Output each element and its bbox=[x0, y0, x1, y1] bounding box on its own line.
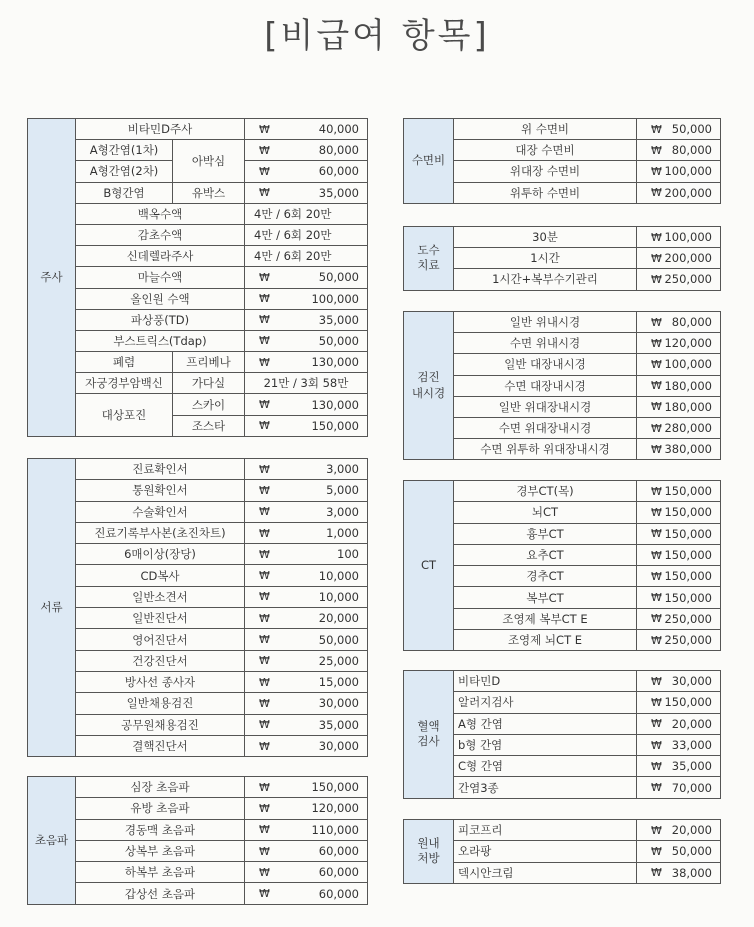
price-note: 4만 / 6회 20만 bbox=[245, 246, 368, 267]
won-symbol: ₩ bbox=[259, 611, 270, 625]
vaccine-brand: 유박스 bbox=[173, 183, 245, 204]
won-symbol: ₩ bbox=[259, 675, 270, 689]
won-symbol: ₩ bbox=[651, 505, 662, 519]
won-symbol: ₩ bbox=[259, 483, 270, 497]
item-name: 경동맥 초음파 bbox=[76, 820, 245, 841]
price-value: 250,000 bbox=[664, 611, 712, 626]
item-name: 자궁경부암백신 bbox=[76, 373, 173, 394]
item-name: 갑상선 초음파 bbox=[76, 883, 245, 904]
price-value: 50,000 bbox=[671, 122, 712, 137]
item-name: 경부CT(목) bbox=[454, 481, 637, 502]
won-symbol: ₩ bbox=[651, 695, 662, 709]
price-value: 30,000 bbox=[318, 739, 359, 753]
item-name: 6매이상(장당) bbox=[76, 544, 245, 565]
price-cell bbox=[637, 777, 721, 798]
price-note: 4만 / 6회 20만 bbox=[245, 204, 368, 225]
item-name: 조영제 복부CT E bbox=[454, 609, 637, 630]
price-value: 30,000 bbox=[318, 696, 359, 711]
won-symbol: ₩ bbox=[259, 419, 270, 433]
price-value: 10,000 bbox=[318, 568, 359, 583]
price-cell bbox=[245, 502, 368, 523]
item-name: 결핵진단서 bbox=[76, 736, 245, 757]
price-cell bbox=[245, 841, 368, 862]
item-name: 대장 수면비 bbox=[454, 140, 637, 161]
won-symbol: ₩ bbox=[259, 186, 270, 200]
price-cell bbox=[637, 566, 721, 587]
item-name: 수면 대장내시경 bbox=[454, 376, 637, 397]
price-cell bbox=[245, 629, 368, 650]
won-symbol: ₩ bbox=[259, 780, 270, 794]
price-cell bbox=[245, 480, 368, 501]
price-value: 50,000 bbox=[318, 333, 359, 348]
category-cell bbox=[28, 777, 76, 905]
item-name: 부스트릭스(Tdap) bbox=[76, 331, 245, 352]
won-symbol: ₩ bbox=[651, 738, 662, 752]
won-symbol: ₩ bbox=[259, 823, 270, 837]
price-cell bbox=[637, 735, 721, 756]
price-cell bbox=[245, 289, 368, 310]
price-cell bbox=[637, 714, 721, 735]
price-cell bbox=[245, 862, 368, 883]
won-symbol: ₩ bbox=[651, 781, 662, 795]
won-symbol: ₩ bbox=[651, 251, 662, 265]
item-name: 건강진단서 bbox=[76, 651, 245, 672]
price-value: 20,000 bbox=[671, 716, 712, 731]
price-cell bbox=[245, 883, 368, 904]
price-cell bbox=[637, 418, 721, 439]
category-label: 처방 bbox=[417, 851, 440, 866]
item-name: 1시간+복부수기관리 bbox=[454, 269, 637, 290]
price-value: 20,000 bbox=[671, 823, 712, 838]
item-name: B형간염 bbox=[76, 183, 173, 204]
won-symbol: ₩ bbox=[259, 865, 270, 879]
item-name: 영어진단서 bbox=[76, 629, 245, 650]
price-value: 25,000 bbox=[318, 653, 359, 668]
price-value: 180,000 bbox=[664, 378, 712, 393]
table-documents bbox=[27, 458, 368, 757]
price-value: 110,000 bbox=[311, 822, 359, 837]
price-cell bbox=[245, 267, 368, 288]
item-name: 조영제 뇌CT E bbox=[454, 630, 637, 651]
price-value: 280,000 bbox=[664, 421, 712, 436]
won-symbol: ₩ bbox=[259, 801, 270, 815]
price-cell bbox=[637, 502, 721, 523]
price-cell bbox=[245, 608, 368, 629]
price-note: 4만 / 6회 20만 bbox=[245, 225, 368, 246]
won-symbol: ₩ bbox=[651, 336, 662, 350]
price-cell bbox=[637, 439, 721, 460]
category-label: 치료 bbox=[417, 258, 440, 273]
won-symbol: ₩ bbox=[259, 164, 270, 178]
item-name: 요추CT bbox=[454, 545, 637, 566]
price-value: 250,000 bbox=[664, 272, 712, 287]
vaccine-brand: 조스타 bbox=[173, 416, 245, 437]
page-title: [비급여 항목] bbox=[264, 16, 490, 56]
price-value: 180,000 bbox=[664, 399, 712, 414]
price-value: 80,000 bbox=[671, 315, 712, 330]
price-value: 50,000 bbox=[318, 632, 359, 647]
price-cell bbox=[245, 544, 368, 565]
item-name: A형간염(2차) bbox=[76, 161, 173, 182]
item-name: 심장 초음파 bbox=[76, 777, 245, 798]
won-symbol: ₩ bbox=[651, 823, 662, 837]
price-value: 150,000 bbox=[664, 569, 712, 584]
price-cell bbox=[637, 609, 721, 630]
item-name: 폐렴 bbox=[76, 352, 173, 373]
item-name: 뇌CT bbox=[454, 502, 637, 523]
price-value: 100,000 bbox=[311, 291, 359, 306]
price-cell bbox=[637, 671, 721, 692]
price-cell bbox=[245, 310, 368, 331]
won-symbol: ₩ bbox=[651, 527, 662, 541]
price-cell bbox=[637, 269, 721, 290]
item-name: 복부CT bbox=[454, 587, 637, 608]
price-cell bbox=[637, 354, 721, 375]
item-name: 방사선 종사자 bbox=[76, 672, 245, 693]
category-cell bbox=[404, 119, 454, 204]
won-symbol: ₩ bbox=[651, 591, 662, 605]
price-cell bbox=[637, 692, 721, 713]
won-symbol: ₩ bbox=[651, 315, 662, 329]
item-name: 간염3종 bbox=[454, 777, 637, 798]
item-name: A형간염(1차) bbox=[76, 140, 173, 161]
price-cell bbox=[245, 820, 368, 841]
price-value: 120,000 bbox=[311, 801, 359, 816]
price-cell bbox=[245, 565, 368, 586]
won-symbol: ₩ bbox=[651, 400, 662, 414]
price-value: 60,000 bbox=[318, 844, 359, 859]
price-cell bbox=[637, 630, 721, 651]
category-label: 원내 bbox=[417, 835, 440, 850]
price-value: 60,000 bbox=[318, 164, 359, 179]
item-name: b형 간염 bbox=[454, 735, 637, 756]
price-cell bbox=[245, 416, 368, 437]
item-name: 오라팡 bbox=[454, 841, 637, 862]
item-name: 피코프리 bbox=[454, 820, 637, 841]
price-cell bbox=[637, 481, 721, 502]
won-symbol: ₩ bbox=[259, 569, 270, 583]
item-name: 흉부CT bbox=[454, 524, 637, 545]
price-cell bbox=[637, 312, 721, 333]
won-symbol: ₩ bbox=[651, 866, 662, 880]
price-value: 35,000 bbox=[671, 759, 712, 774]
price-value: 120,000 bbox=[664, 336, 712, 351]
price-value: 60,000 bbox=[318, 886, 359, 901]
vaccine-brand: 아박심 bbox=[173, 140, 245, 182]
price-value: 80,000 bbox=[671, 143, 712, 158]
table-sedation bbox=[403, 118, 721, 204]
won-symbol: ₩ bbox=[651, 230, 662, 244]
won-symbol: ₩ bbox=[651, 357, 662, 371]
item-name: 덱시안크림 bbox=[454, 863, 637, 884]
price-cell bbox=[245, 140, 368, 161]
price-cell bbox=[637, 545, 721, 566]
price-cell bbox=[637, 140, 721, 161]
price-value: 50,000 bbox=[318, 270, 359, 285]
item-name: CD복사 bbox=[76, 565, 245, 586]
price-value: 150,000 bbox=[664, 484, 712, 499]
price-cell bbox=[637, 863, 721, 884]
price-value: 150,000 bbox=[664, 505, 712, 520]
won-symbol: ₩ bbox=[651, 717, 662, 731]
price-value: 150,000 bbox=[664, 526, 712, 541]
price-value: 150,000 bbox=[664, 590, 712, 605]
price-cell bbox=[637, 183, 721, 204]
won-symbol: ₩ bbox=[259, 292, 270, 306]
won-symbol: ₩ bbox=[259, 590, 270, 604]
item-name: 30분 bbox=[454, 227, 637, 248]
price-value: 3,000 bbox=[326, 504, 359, 519]
item-name: 수면 위내시경 bbox=[454, 333, 637, 354]
item-name: 수술확인서 bbox=[76, 502, 245, 523]
won-symbol: ₩ bbox=[259, 313, 270, 327]
category-label: 서류 bbox=[40, 599, 63, 614]
won-symbol: ₩ bbox=[259, 270, 270, 284]
price-cell bbox=[245, 651, 368, 672]
category-label: 검사 bbox=[417, 734, 440, 749]
category-label: 내시경 bbox=[411, 385, 446, 400]
item-name: 경추CT bbox=[454, 566, 637, 587]
price-cell bbox=[245, 394, 368, 415]
price-cell bbox=[245, 736, 368, 757]
price-value: 20,000 bbox=[318, 611, 359, 626]
item-name: 진료기록부사본(초진차트) bbox=[76, 523, 245, 544]
vaccine-brand: 가다실 bbox=[173, 373, 245, 394]
price-cell bbox=[637, 820, 721, 841]
item-name: 알러지검사 bbox=[454, 692, 637, 713]
item-name: 수면 위대장내시경 bbox=[454, 418, 637, 439]
price-value: 70,000 bbox=[671, 780, 712, 795]
price-value: 35,000 bbox=[318, 717, 359, 732]
price-cell bbox=[245, 331, 368, 352]
price-cell bbox=[637, 756, 721, 777]
price-value: 15,000 bbox=[318, 675, 359, 690]
price-value: 130,000 bbox=[311, 355, 359, 370]
item-name: 상복부 초음파 bbox=[76, 841, 245, 862]
won-symbol: ₩ bbox=[651, 143, 662, 157]
won-symbol: ₩ bbox=[651, 164, 662, 178]
price-value: 33,000 bbox=[671, 738, 712, 753]
price-value: 35,000 bbox=[318, 312, 359, 327]
price-value: 30,000 bbox=[671, 674, 712, 689]
table-in-house-rx bbox=[403, 819, 721, 884]
price-value: 35,000 bbox=[318, 185, 359, 200]
category-cell bbox=[404, 820, 454, 884]
price-note: 21만 / 3회 58만 bbox=[245, 373, 368, 394]
price-value: 150,000 bbox=[311, 780, 359, 795]
price-value: 38,000 bbox=[671, 865, 712, 880]
price-cell bbox=[637, 397, 721, 418]
item-name: 감초수액 bbox=[76, 225, 245, 246]
item-name: 일반진단서 bbox=[76, 608, 245, 629]
price-cell bbox=[637, 333, 721, 354]
category-cell bbox=[404, 312, 454, 460]
item-name: 비타민D주사 bbox=[76, 119, 245, 140]
item-name: 일반채용검진 bbox=[76, 693, 245, 714]
price-cell bbox=[637, 248, 721, 269]
table-ct bbox=[403, 480, 721, 651]
price-cell bbox=[245, 161, 368, 182]
won-symbol: ₩ bbox=[651, 844, 662, 858]
category-cell bbox=[404, 227, 454, 291]
won-symbol: ₩ bbox=[651, 548, 662, 562]
won-symbol: ₩ bbox=[651, 759, 662, 773]
won-symbol: ₩ bbox=[259, 696, 270, 710]
price-cell bbox=[245, 523, 368, 544]
price-cell bbox=[245, 672, 368, 693]
item-name: 위대장 수면비 bbox=[454, 161, 637, 182]
won-symbol: ₩ bbox=[651, 633, 662, 647]
item-name: 대상포진 bbox=[76, 394, 173, 436]
price-cell bbox=[245, 693, 368, 714]
item-name: 마늘수액 bbox=[76, 267, 245, 288]
category-cell bbox=[404, 671, 454, 799]
price-value: 150,000 bbox=[311, 418, 359, 433]
won-symbol: ₩ bbox=[259, 887, 270, 901]
won-symbol: ₩ bbox=[259, 505, 270, 519]
won-symbol: ₩ bbox=[259, 143, 270, 157]
item-name: 일반 위내시경 bbox=[454, 312, 637, 333]
price-value: 60,000 bbox=[318, 865, 359, 880]
price-cell bbox=[245, 352, 368, 373]
item-name: 유방 초음파 bbox=[76, 798, 245, 819]
item-name: 일반소견서 bbox=[76, 587, 245, 608]
table-endoscopy bbox=[403, 311, 721, 460]
price-cell bbox=[637, 841, 721, 862]
won-symbol: ₩ bbox=[651, 674, 662, 688]
price-value: 100,000 bbox=[664, 164, 712, 179]
won-symbol: ₩ bbox=[651, 122, 662, 136]
price-value: 200,000 bbox=[664, 251, 712, 266]
price-value: 10,000 bbox=[318, 589, 359, 604]
price-value: 100 bbox=[337, 547, 359, 562]
table-manual-therapy bbox=[403, 226, 721, 291]
price-cell bbox=[245, 798, 368, 819]
price-value: 130,000 bbox=[311, 397, 359, 412]
price-cell bbox=[245, 587, 368, 608]
item-name: 백옥수액 bbox=[76, 204, 245, 225]
item-name: 신데렐라주사 bbox=[76, 246, 245, 267]
category-label: 초음파 bbox=[34, 832, 69, 847]
price-cell bbox=[245, 777, 368, 798]
price-value: 40,000 bbox=[318, 122, 359, 137]
won-symbol: ₩ bbox=[259, 526, 270, 540]
price-value: 1,000 bbox=[326, 526, 359, 541]
won-symbol: ₩ bbox=[651, 569, 662, 583]
won-symbol: ₩ bbox=[651, 484, 662, 498]
category-label: 도수 bbox=[417, 242, 440, 257]
item-name: 위 수면비 bbox=[454, 119, 637, 140]
price-value: 150,000 bbox=[664, 695, 712, 710]
category-label: 혈액 bbox=[417, 718, 440, 733]
won-symbol: ₩ bbox=[259, 718, 270, 732]
price-value: 200,000 bbox=[664, 185, 712, 200]
price-cell bbox=[245, 183, 368, 204]
item-name: 파상풍(TD) bbox=[76, 310, 245, 331]
won-symbol: ₩ bbox=[259, 547, 270, 561]
item-name: A형 간염 bbox=[454, 714, 637, 735]
item-name: 공무원채용검진 bbox=[76, 715, 245, 736]
won-symbol: ₩ bbox=[651, 421, 662, 435]
vaccine-brand: 스카이 bbox=[173, 394, 245, 415]
won-symbol: ₩ bbox=[259, 334, 270, 348]
item-name: 비타민D bbox=[454, 671, 637, 692]
won-symbol: ₩ bbox=[651, 442, 662, 456]
won-symbol: ₩ bbox=[259, 122, 270, 136]
price-cell bbox=[637, 524, 721, 545]
won-symbol: ₩ bbox=[259, 654, 270, 668]
price-cell bbox=[245, 459, 368, 480]
category-label: 검진 bbox=[417, 370, 440, 385]
won-symbol: ₩ bbox=[259, 355, 270, 369]
price-value: 5,000 bbox=[326, 483, 359, 498]
item-name: C형 간염 bbox=[454, 756, 637, 777]
item-name: 1시간 bbox=[454, 248, 637, 269]
price-value: 100,000 bbox=[664, 230, 712, 245]
price-cell bbox=[245, 119, 368, 140]
category-label: 주사 bbox=[40, 269, 63, 284]
item-name: 통원확인서 bbox=[76, 480, 245, 501]
price-value: 100,000 bbox=[664, 357, 712, 372]
table-blood-test bbox=[403, 670, 721, 799]
vaccine-brand: 프리베나 bbox=[173, 352, 245, 373]
price-value: 3,000 bbox=[326, 462, 359, 477]
won-symbol: ₩ bbox=[259, 844, 270, 858]
category-cell bbox=[28, 119, 76, 437]
category-label: 수면비 bbox=[411, 153, 446, 168]
price-cell bbox=[637, 227, 721, 248]
price-value: 150,000 bbox=[664, 548, 712, 563]
item-name: 진료확인서 bbox=[76, 459, 245, 480]
won-symbol: ₩ bbox=[651, 186, 662, 200]
won-symbol: ₩ bbox=[651, 612, 662, 626]
item-name: 올인원 수액 bbox=[76, 289, 245, 310]
won-symbol: ₩ bbox=[259, 633, 270, 647]
item-name: 하복부 초음파 bbox=[76, 862, 245, 883]
price-value: 50,000 bbox=[671, 844, 712, 859]
table-injection bbox=[27, 118, 368, 437]
won-symbol: ₩ bbox=[259, 398, 270, 412]
price-value: 380,000 bbox=[664, 442, 712, 457]
category-cell bbox=[28, 459, 76, 757]
won-symbol: ₩ bbox=[651, 379, 662, 393]
price-cell bbox=[637, 161, 721, 182]
won-symbol: ₩ bbox=[651, 272, 662, 286]
price-cell bbox=[637, 587, 721, 608]
category-label: CT bbox=[420, 557, 437, 572]
category-cell bbox=[404, 481, 454, 651]
price-value: 80,000 bbox=[318, 143, 359, 158]
won-symbol: ₩ bbox=[259, 462, 270, 476]
item-name: 수면 위투하 위대장내시경 bbox=[454, 439, 637, 460]
won-symbol: ₩ bbox=[259, 739, 270, 753]
item-name: 일반 대장내시경 bbox=[454, 354, 637, 375]
table-ultrasound bbox=[27, 776, 368, 905]
price-cell bbox=[637, 119, 721, 140]
price-value: 250,000 bbox=[664, 633, 712, 648]
price-cell bbox=[245, 715, 368, 736]
price-cell bbox=[637, 376, 721, 397]
item-name: 위투하 수면비 bbox=[454, 183, 637, 204]
item-name: 일반 위대장내시경 bbox=[454, 397, 637, 418]
